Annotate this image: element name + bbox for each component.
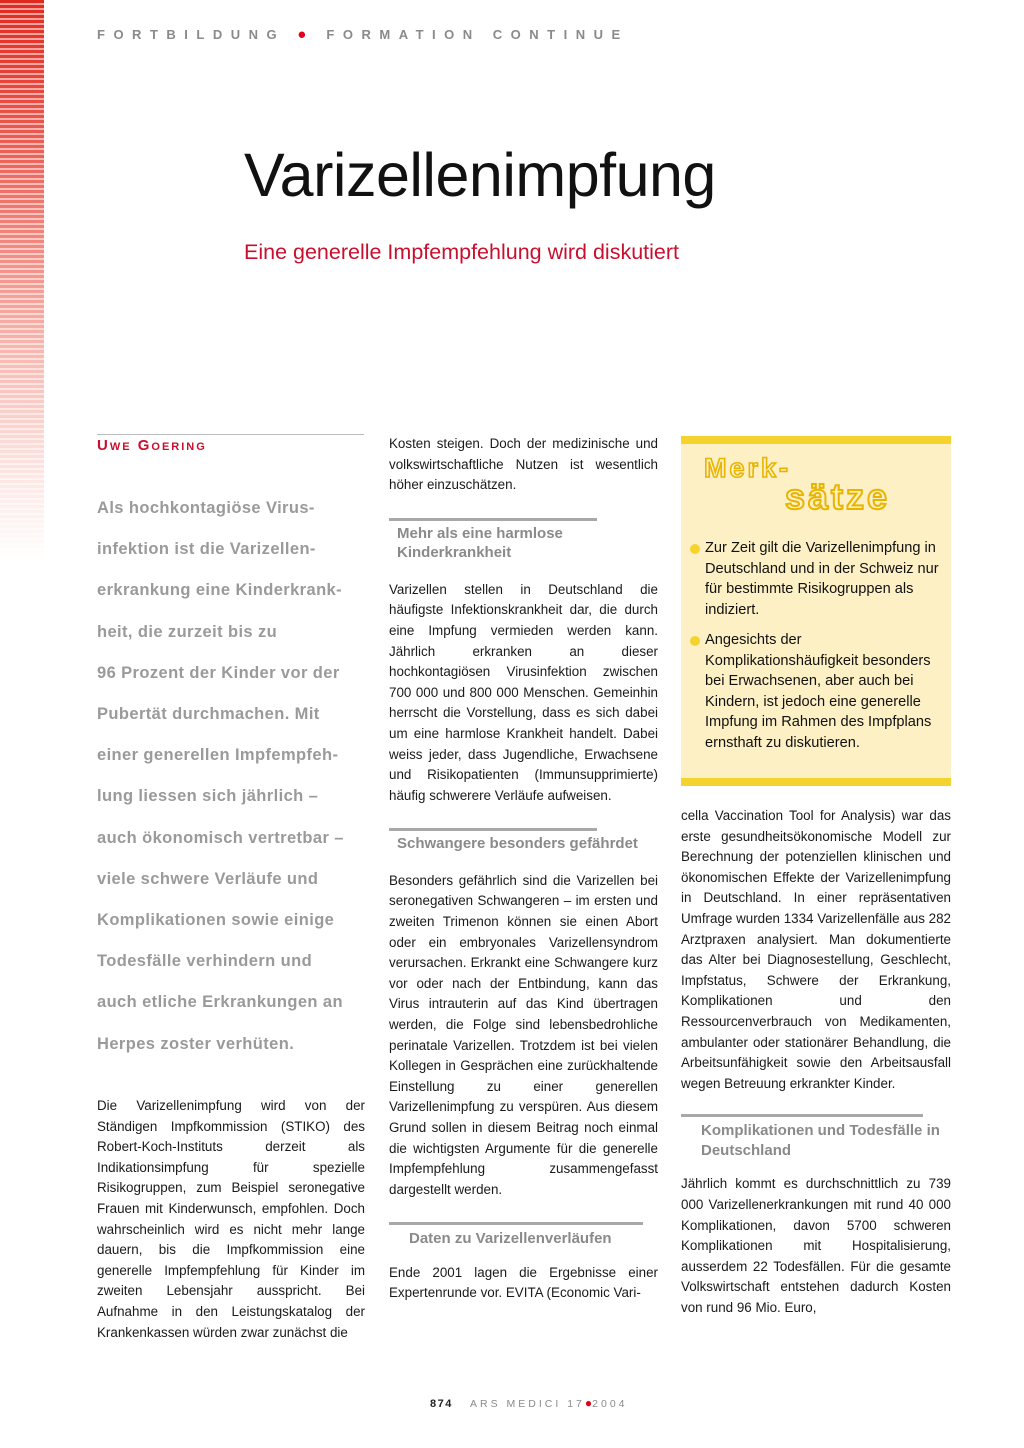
body-paragraph: Ende 2001 lagen die Ergebnisse einer Expertenrunde vor. EVITA (Economic Vari- [389,1264,658,1301]
journal-name: ARS MEDICI 17 [470,1398,585,1410]
page-number: 874 [430,1398,453,1410]
author-name [97,437,207,454]
lead-line: 96 Prozent der Kinder vor der [97,663,340,682]
key-points-title-top: Merk- [704,453,792,483]
key-point-text: Angesichts der Komplikationshäufigkeit besonders bei Erwachsenen, aber auch bei Kindern, ist jedoch eine generelle Impfung im Rahmen des Impfplans ernsthaft zu diskutieren. [705,632,932,751]
body-paragraph: Die Varizellenimpfung wird von der Ständigen Impfkommission (STIKO) des Robert-Koch-Instituts derzeit als Indikationsimpfung für spezielle Risikogruppen, zum Beispiel seronegative Frauen mit Kinderwunsch, empfohlen. Doch wahrscheinlich wird es nicht mehr lange dauern, bis die Impfkommission eine generelle Impfempfehlung für Kinder im zweiten Lebensjahr ausspricht. Bei Aufnahme in den Leistungskatalog der Krankenkassen würden zwar zunächst die [97,1098,365,1340]
section-rule [681,1114,923,1117]
author-divider [97,434,364,435]
lead-text [97,488,365,1065]
section-heading-4 [681,1114,951,1160]
section-header-left: FORTBILDUNG [97,27,286,42]
lead-line: lung liessen sich jährlich – [97,787,319,806]
section-heading-text: Mehr als eine harmlose Kinderkrankheit [397,524,563,562]
section-header [97,26,629,43]
lead-line: Todesfälle verhindern und [97,952,313,971]
body-paragraph: Besonders gefährlich sind die Varizellen bei seronegativen Schwangeren – im ersten und zweiten Trimenon können sie einen Abort oder ein embryonales Varizellensyndrom verursachen. Erkrankt eine Schwangere kurz vor oder nach der Entbindung, kann das Virus intrauterin auf das Kind übertragen werden, die Folge sind lebensbedrohliche perinatale Varizellen. Trotzdem ist bei vielen Kollegen in Gesprächen eine zurückhaltende Einstellung zu einer generellen Varizellenimpfung zu verspüren. Aus diesem Grund sollen in diesem Beitrag noch einmal die wichtigsten Argumente für die generelle Impfempfehlung zusammengefasst dargestellt werden. [389,872,658,1197]
section-rule [389,1222,643,1225]
decorative-red-stripe [0,0,44,560]
lead-line: Als hochkontagiöse Virus- [97,499,315,517]
article-title: Varizellenimpfung [244,141,716,209]
section-heading-text: Komplikationen und Todesfälle in Deutschland [701,1122,940,1159]
section-heading-text: Schwangere besonders gefährdet [397,835,638,853]
key-point-item [690,538,944,620]
lead-line: Pubertät durchmachen. Mit [97,705,320,724]
section-rule [389,518,597,521]
lead-line: erkrankung eine Kinderkrank- [97,581,343,600]
lead-line: auch etliche Erkrankungen an [97,993,343,1012]
lead-line: Komplikationen sowie einige [97,911,335,930]
lead-line: auch ökonomisch vertretbar – [97,828,344,847]
body-paragraph: Varizellen stellen in Deutschland die häufigste Infektionskrankheit dar, die durch eine Impfung vermieden werden kann. Jährlich erkranken an dieser hochkontagiösen Virusinfektion zwischen 700 000 und 800 000 Menschen. Gemeinhin herrscht die Vorstellung, dass es sich dabei um eine harmlose Krankheit handelt. Dabei weiss jeder, dass Jugendliche, Erwachsene und Risikopatienten (Immunsupprimierte) häufig schwerere Verläufe aufweisen. [389,581,658,803]
lead-line: viele schwere Verläufe und [97,869,319,888]
body-paragraph: cella Vaccination Tool for Analysis) war das erste gesundheitsökonomische Modell zur Berechnung der potenziellen klinischen und ökonomischen Effekte der Varizellenimpfung in Deutschland. In einer repräsentativen Umfrage wurden 1334 Varizellenfälle aus 282 Arztpraxen analysiert. Man dokumentierte das Alter bei Diagnosestellung, Geschlecht, Impfstatus, Schwere der Erkrankung, Komplikationen und den Ressourcenverbrauch von Medikamenten, ambulanter oder stationärer Behandlung, die Arbeitsunfähigkeit sowie den Arbeitsausfall wegen Betreuung erkrankter Kinder. [681,808,951,1091]
section-heading-3 [389,1222,658,1249]
page-footer [430,1396,628,1410]
bullet-dot-icon [690,636,700,646]
article-subtitle: Eine generelle Impfempfehlung wird diskutiert [244,240,680,264]
lead-line: infektion ist die Varizellen- [97,540,316,559]
bullet-dot-icon [690,544,700,554]
section-header-dot: ● [297,26,315,43]
key-points-title-bottom: sätze [785,476,891,517]
key-point-text: Zur Zeit gilt die Varizellenimpfung in Deutschland und in der Schweiz nur für bestimmte Risikogruppen als indiziert. [705,540,939,618]
section-heading-1 [389,518,658,563]
section-rule [389,828,597,831]
author-name-text: Uwe Goering [97,437,207,454]
body-paragraph: Jährlich kommt es durchschnittlich zu 739 000 Varizellenerkrankungen mit rund 40 000 Komplikationen, davon 5700 schweren Komplikationen mit Hospitalisierung, ausserdem 22 Todesfällen. Für die gesamte Volkswirtschaft entstehen dadurch Kosten von rund 96 Mio. Euro, [681,1176,951,1315]
column-middle [389,434,658,1304]
column-left [97,1096,365,1343]
key-point-item [690,630,944,754]
lead-line: einer generellen Impfempfeh- [97,746,339,765]
section-heading-text: Daten zu Varizellenverläufen [409,1230,612,1248]
body-paragraph: Kosten steigen. Doch der medizinische und volkswirtschaftliche Nutzen ist wesentlich höher einzuschätzen. [389,436,658,493]
lead-line: heit, die zurzeit bis zu [97,622,278,641]
journal-year: 2004 [592,1398,628,1410]
lead-line: Herpes zoster verhüten. [97,1034,295,1053]
column-right [681,806,951,1318]
section-header-right: FORMATION CONTINUE [326,27,629,42]
section-heading-2 [389,828,658,854]
footer-dot: ● [584,1396,593,1410]
